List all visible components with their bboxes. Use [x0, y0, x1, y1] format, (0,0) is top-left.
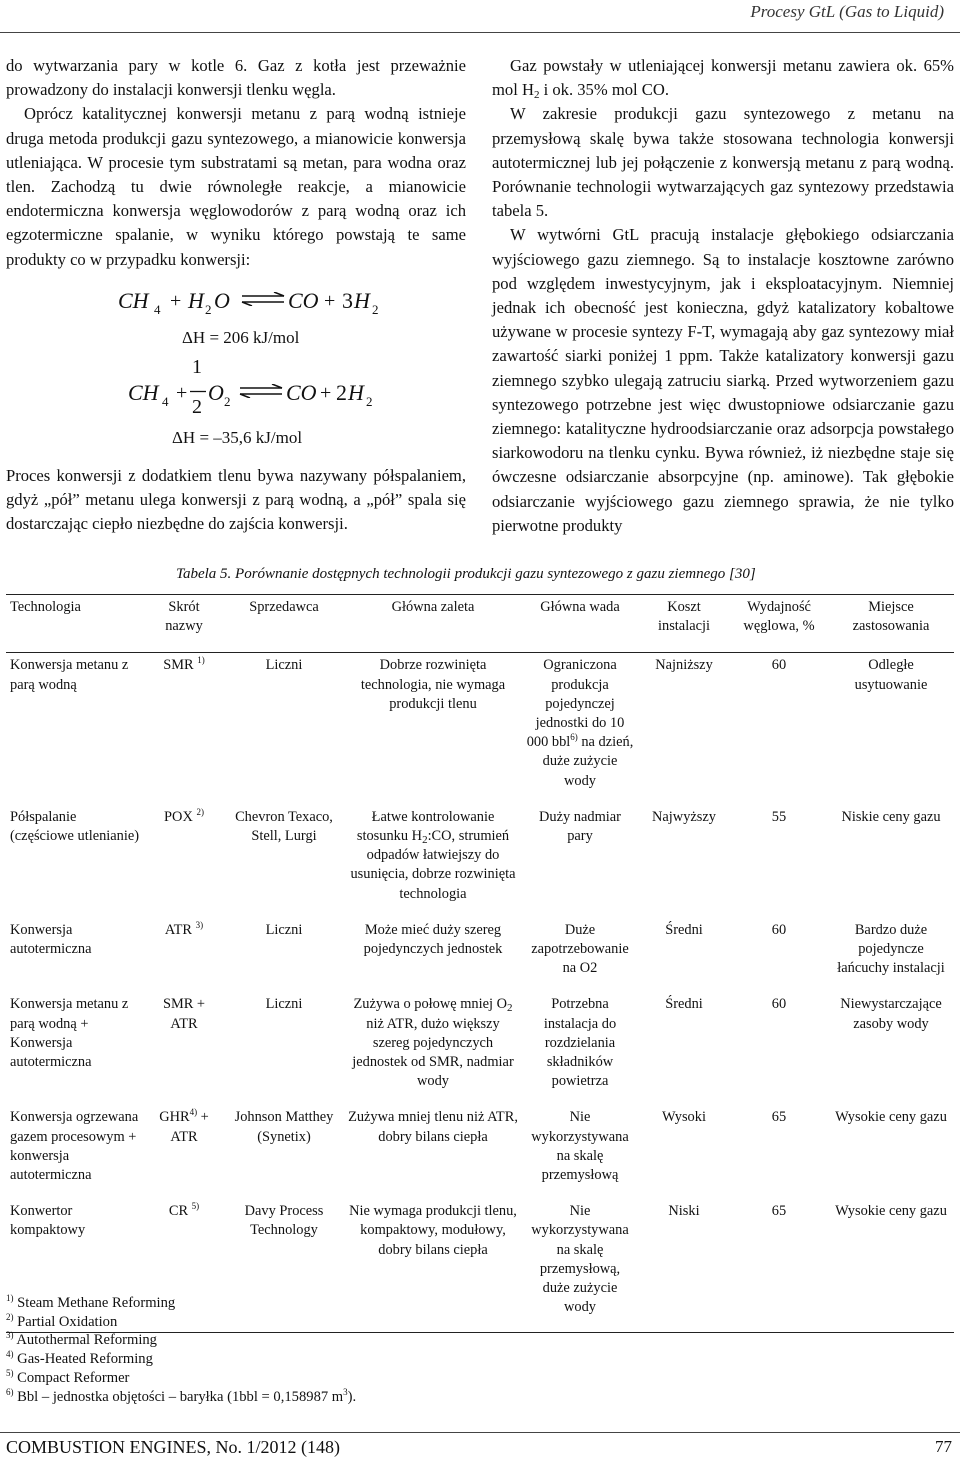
- eq-term: H: [354, 288, 370, 313]
- cell-vendor: Davy Process Technology: [224, 1199, 344, 1332]
- page-footer: [0, 1432, 960, 1463]
- column-header: Koszt instalacji: [638, 595, 730, 653]
- cell-vendor: Liczni: [265, 996, 303, 1013]
- eq-coef: 2: [336, 380, 347, 405]
- column-header: Skrót nazwy: [144, 595, 224, 653]
- cell-yield: 60: [771, 657, 787, 674]
- page-header: [0, 0, 960, 33]
- eq-plus: +: [170, 290, 182, 312]
- cell-cost: Najniższy: [655, 657, 713, 674]
- cell-disadvantage: Potrzebna instalacja do rozdzielania składników powietrza: [543, 996, 617, 1090]
- cell-place: Niewystarczające zasoby wody: [840, 996, 942, 1032]
- cell-abbreviation: $GHR^{4)}$ + ATR: [159, 1107, 209, 1145]
- paragraph: W zakresie produkcji gazu syntezowego z metanu na przemysłową skalę bywa także stosowana technologia konwersji autotermicznej lub jej połączenie z konwersją metanu z parą wodną. Porównanie technologii wytwarzających gaz syntezowy przedstawia tabela 5.: [492, 104, 954, 221]
- eq-term: CH: [128, 380, 159, 405]
- cell-yield: 60: [771, 921, 787, 938]
- table-row: [6, 805, 954, 918]
- paragraph: do wytwarzania pary w kotle 6. Gaz z kotła jest przeważnie prowadzony do instalacji konwersji tlenku węgla.: [6, 56, 466, 100]
- footnote: $^{3)}$ Autothermal Reforming: [6, 1330, 157, 1349]
- cell-vendor: Liczni: [265, 657, 303, 674]
- cell-cost: Średni: [665, 996, 703, 1013]
- cell-cost: Najwyższy: [652, 808, 716, 825]
- cell-place: Odległe usytuowanie: [854, 657, 928, 693]
- page-number: 77: [935, 1437, 952, 1456]
- cell-cost: Wysoki: [662, 1109, 706, 1126]
- cell-advantage: Łatwe kontrolowanie stosunku $H_2:CO$, strumień odpadów łatwiejszy do usunięcia, dobrze rozwinięta technologia: [350, 808, 516, 902]
- journal-name: COMBUSTION ENGINES, No. 1/2012 (148): [6, 1437, 340, 1457]
- eq-numerator: 1: [192, 356, 202, 378]
- cell-advantage: Dobrze rozwinięta technologia, nie wymaga produkcji tlenu: [360, 657, 506, 712]
- enthalpy-1: ΔH = 206 kJ/mol: [182, 328, 300, 347]
- cell-yield: 65: [771, 1109, 787, 1126]
- enthalpy-2: ΔH = –35,6 kJ/mol: [172, 428, 303, 447]
- footnotes: [6, 1294, 356, 1406]
- equilibrium-arrow-icon: [238, 384, 284, 398]
- eq-term: O: [208, 380, 224, 405]
- eq-term: CO: [288, 288, 319, 313]
- cell-disadvantage: Nie wykorzystywana na skalę przemysłową, duże zużycie wody: [522, 1199, 638, 1332]
- paragraph: Proces konwersji z dodatkiem tlenu bywa nazywany półspalaniem, gdyż „pół” metanu ulega konwersji z parą wodną, a „pół” spala się dostarczając ciepło niezbędne do zajścia konwersji.: [6, 466, 466, 534]
- equilibrium-arrow-icon: [240, 292, 286, 306]
- cell-technology: Konwersja metanu z parą wodną + Konwersja autotermiczna: [10, 996, 129, 1071]
- cell-abbreviation: SMR $^{1)}$: [163, 655, 205, 674]
- eq-sub: 2: [224, 394, 231, 409]
- right-column: [492, 54, 954, 538]
- paragraph: W wytwórni GtL pracują instalacje głębokiego odsiarczania wyjściowego gazu ziemnego. Są to instalacje kosztowne zarówno pod względem inwestycyjnym, jak i eksploatacyjnym. Niemniej jednak ich obecność jest konieczna, gdyż katalizatory kobaltowe używane w procesie syntezy F-T, wymagają aby gaz syntezowy miał zawartość siarki poniżej 1 ppm. Także katalizatory konwersji gazu ziemnego szybko ulegają zatruciu siarką. Przed wytworzeniem gazu syntezowego potrzebne jest więc dwustopniowe odsiarczanie gazu ziemnego: katalityczne hydroodsiarczanie oraz adsorpcja powstałego siarkowodoru na tlenku cynku. Bywa również, iż niezbędne staje się ówczesne odsiarczanie absorpcyjne (np. aminowe). Tak głębokie odsiarczanie wyjściowego gazu ziemnego sprawia, że nie tylko pierwotne produkty: [492, 225, 954, 535]
- eq-denominator: 2: [192, 396, 202, 418]
- eq-coef: 3: [342, 288, 353, 313]
- cell-yield: 60: [771, 996, 787, 1013]
- table-row: [6, 653, 954, 805]
- footnote: $^{2)}$ Partial Oxidation: [6, 1311, 118, 1330]
- cell-cost: Średni: [665, 921, 703, 938]
- column-header: Sprzedawca: [224, 595, 344, 653]
- comparison-table: [6, 594, 954, 1333]
- table-row: [6, 918, 954, 993]
- paragraph: Oprócz katalitycznej konwersji metanu z parą wodną istnieje druga metoda produkcji gazu syntezowego, a mianowicie konwersja utleniająca. W procesie tym substratami są metan, para wodna oraz tlen. Zachodzą tu dwie równoległe reakcje, a mianowicie endotermiczna konwersja węglowodorów z parą wodną oraz ich egzotermiczne spalanie, w wyniku którego powstają te same produkty co w przypadku konwersji:: [6, 104, 466, 269]
- column-header: Główna zaleta: [344, 595, 522, 653]
- cell-place: Wysokie ceny gazu: [828, 1199, 954, 1332]
- equation-2: [128, 356, 428, 426]
- footnote: $^{4)}$ Gas-Heated Reforming: [6, 1349, 153, 1368]
- cell-technology: Konwersja ogrzewana gazem procesowym + konwersja autotermiczna: [10, 1109, 139, 1184]
- cell-abbreviation: POX $^{2)}$: [164, 806, 204, 825]
- column-header: Technologia: [6, 595, 144, 653]
- eq-term: CH: [118, 288, 149, 313]
- paragraph: Gaz powstały w utleniającej konwersji metanu zawiera ok. 65% mol $H_2$ i ok. 35% mol CO.: [492, 56, 954, 102]
- cell-yield: 55: [771, 808, 787, 825]
- cell-technology: Konwertor kompaktowy: [6, 1199, 144, 1332]
- footnote: $^{6)}$ Bbl – jednostka objętości – baryłka (1bbl = 0,158987 $m^3$).: [6, 1386, 357, 1405]
- cell-disadvantage: Ograniczona produkcja pojedynczej jednostki do 10 000 bbl$^{6)}$ na dzień, duże zużycie wody: [526, 657, 634, 789]
- cell-technology: Półspalanie (częściowe utlenianie): [10, 808, 140, 845]
- running-title: Procesy GtL (Gas to Liquid): [750, 2, 944, 21]
- footnote: $^{1)}$ Steam Methane Reforming: [6, 1293, 176, 1311]
- cell-advantage: Zużywa o połowę mniej $O_2$ niż ATR, dużo większy szereg pojedynczych jednostek od SMR, nadmiar wody: [352, 996, 514, 1090]
- cell-place: Bardzo duże pojedyncze łańcuchy instalacji: [837, 921, 945, 977]
- eq-plus: +: [176, 382, 188, 404]
- cell-disadvantage: Nie wykorzystywana na skalę przemysłową: [531, 1109, 629, 1184]
- eq-sub: 4: [162, 394, 169, 409]
- eq-sub: 2: [372, 302, 379, 317]
- eq-term: H: [348, 380, 364, 405]
- left-column-continued: [6, 464, 466, 537]
- table-row: [6, 1105, 954, 1199]
- cell-cost: Niski: [638, 1199, 730, 1332]
- footnote: $^{5)}$ Compact Reformer: [6, 1367, 130, 1386]
- eq-plus: +: [320, 382, 332, 404]
- eq-term: CO: [286, 380, 317, 405]
- cell-vendor: Johnson Matthey (Synetix): [234, 1109, 334, 1145]
- left-column: [6, 54, 466, 272]
- eq-plus: +: [324, 290, 336, 312]
- column-header: Główna wada: [522, 595, 638, 653]
- cell-advantage: Nie wymaga produkcji tlenu, kompaktowy, modułowy, dobry bilans ciepła: [344, 1199, 522, 1332]
- cell-technology: Konwersja metanu z parą wodną: [10, 657, 129, 693]
- column-header: Miejsce zastosowania: [828, 595, 954, 653]
- cell-place: Niskie ceny gazu: [841, 808, 941, 825]
- cell-vendor: Liczni: [265, 921, 303, 938]
- fraction-bar: [190, 390, 206, 393]
- eq-sub: 4: [154, 302, 161, 317]
- cell-technology: Konwersja autotermiczna: [10, 921, 92, 958]
- cell-abbreviation: SMR + ATR: [162, 996, 206, 1032]
- table-header-row: [6, 595, 954, 653]
- table-row: [6, 992, 954, 1105]
- eq-sub: 2: [205, 302, 212, 317]
- equation-1: [118, 288, 418, 328]
- column-header: Wydajność węglowa, %: [730, 595, 828, 653]
- eq-term: O: [214, 288, 230, 313]
- cell-disadvantage: Duży nadmiar pary: [539, 808, 621, 845]
- cell-abbreviation: CR $^{5)}$: [144, 1199, 224, 1332]
- cell-place: Wysokie ceny gazu: [835, 1109, 947, 1126]
- eq-term: H: [188, 288, 204, 313]
- cell-abbreviation: ATR $^{3)}$: [164, 919, 204, 938]
- cell-disadvantage: Duże zapotrzebowanie na O2: [531, 921, 629, 977]
- table-caption: Tabela 5. Porównanie dostępnych technologii produkcji gazu syntezowego z gazu ziemnego [30]: [176, 566, 756, 582]
- cell-vendor: Chevron Texaco, Stell, Lurgi: [235, 808, 333, 845]
- cell-advantage: Zużywa mniej tlenu niż ATR, dobry bilans ciepła: [348, 1109, 518, 1145]
- eq-sub: 2: [366, 394, 373, 409]
- cell-yield: 65: [730, 1199, 828, 1332]
- cell-advantage: Może mieć duży szereg pojedynczych jednostek: [363, 921, 503, 958]
